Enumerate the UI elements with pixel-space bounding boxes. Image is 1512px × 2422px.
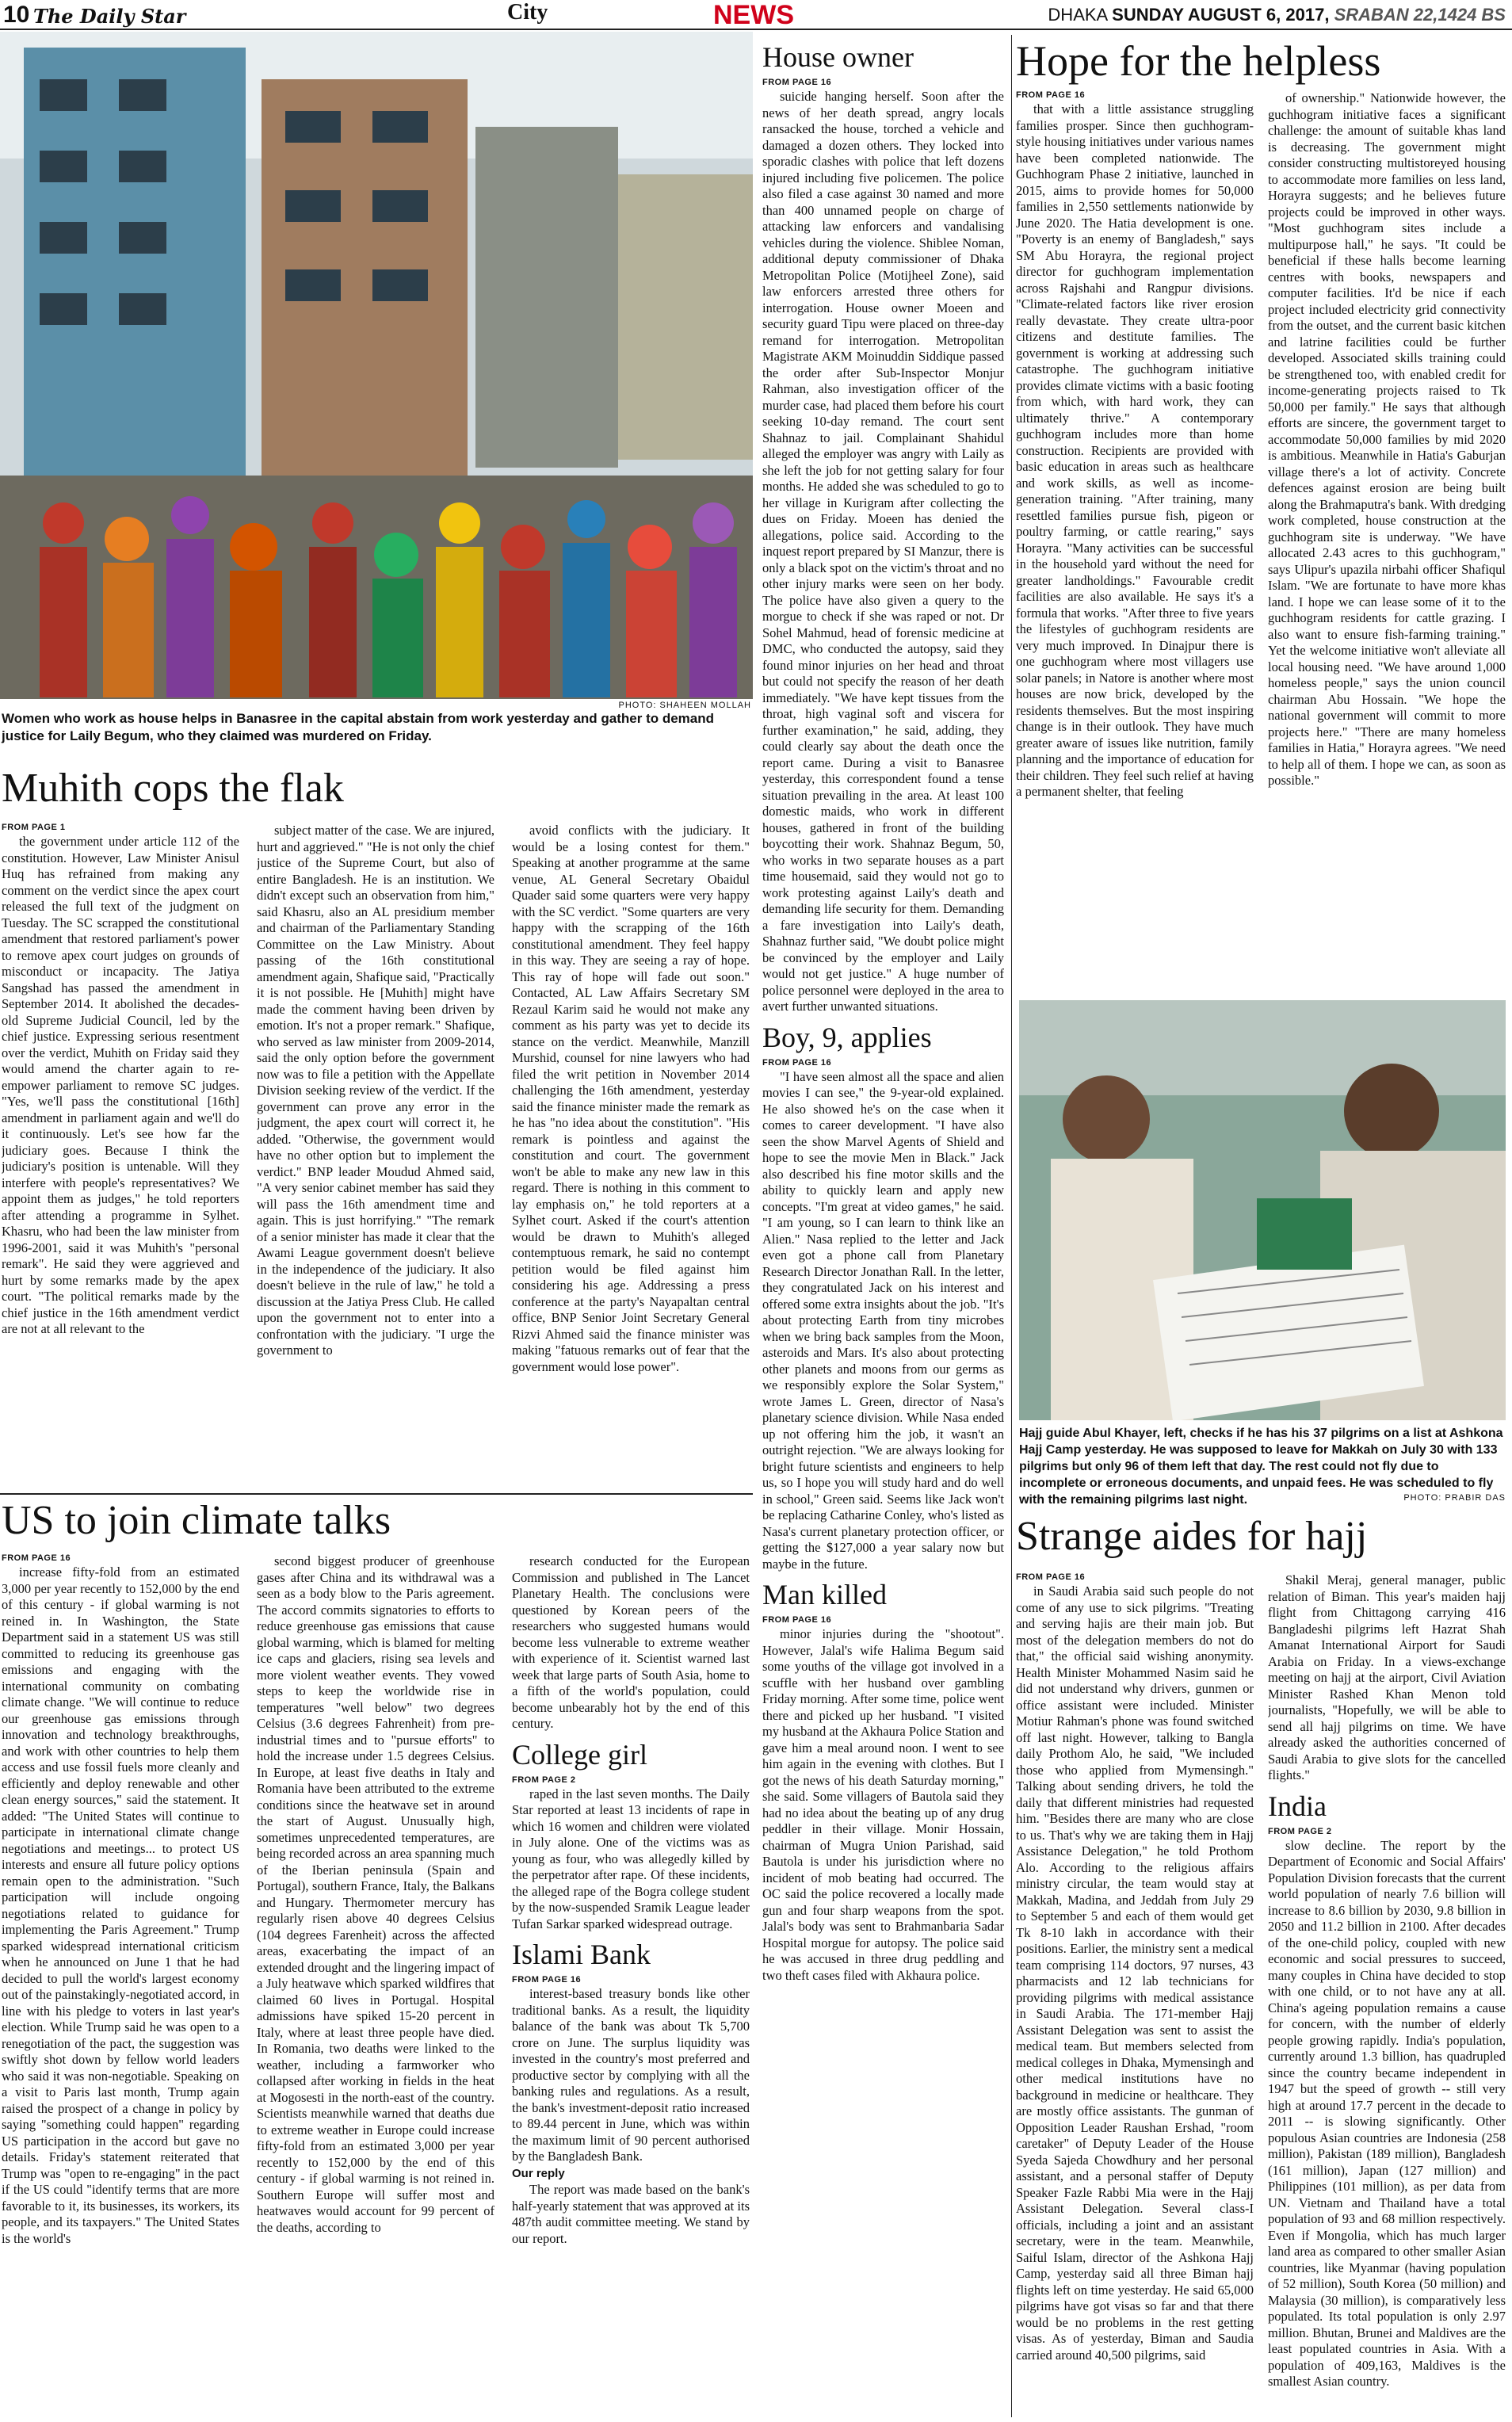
muhith-col-2: subject matter of the case. We are injured, hurt and aggrieved." "He is not only the chief justice of the Supreme Court, but also of entire Bangladesh. He is an institution. We didn't except such an observation from him," said Khasru, also an AL presidium member and chairman of the Parliamentary Standing Committee on the Law Ministry. About passing of the 16th constitutional amendment again, Shafique said, "Practically it is not possible. He [Muhith] might have made the comment having been driven by emotion. It's not a proper remark." Shafique, who served as law minister from 2009-2014, said the only option before the government now was to file a petition with the Appellate Division seeking review of the verdict. If the government can prove any error in the judgment, the apex court will correct it, he added. "Otherwise, the government would have no other option but to implement the verdict." BNP leader Moudud Ahmed said, "A very senior cabinet member has said they will pass the 16th amendment time and again. This is just horrifying." "The remark of a senior minister has made it clear that the Awami League government doesn't believe in the independence of the judiciary. It also doesn't believe in the rule of law," he told a discussion at the Jatiya Press Club. He called upon the government not to enter into a confrontation with the judiciary. "I urge the government to <box>257 823 494 1358</box>
dateline: DHAKA SUNDAY AUGUST 6, 2017, SRABAN 22,1424 BS <box>1048 5 1506 25</box>
protest-photo <box>0 32 753 699</box>
hajj-col-1: FROM PAGE 16 in Saudi Arabia said such people do not come of any use to sick pilgrims. "Treating and serving hajis are their main job. But most of the delegation members do not do that," the official said wishing anonymity. Health Minister Mohammed Nasim said he did not understand why drivers, gunmen or office assistant were included. Minister Motiur Rahman's phone was found switched off last night. However, talking to Bangla daily Prothom Alo, he said, "We included those who applied from Mymensingh." Talking about sending drivers, he told the daily that different ministries had requested him. "Besides there are many who are close to us. That's why we are taking them in Hajj Assistance Delegation," he told Prothom Alo. According to the religious affairs ministry circular, the team would stay at Makkah, Madina, and Jeddah from July 29 to September 5 and each of them would get Tk 8-10 lakh in accordance with their positions. Earlier, the ministry sent a medical team comprising 114 doctors, 97 nurses, 43 pharmacists and 12 lab technicians for providing pilgrims with medical assistance in Saudi Arabia. The 171-member Hajj Assistant Delegation was sent to assist the medical team. But members selected from medical colleges in Dhaka, Mymensingh and other medical institutions have no background in medicine or healthcare. They are mostly office assistants. The gunman of Opposition Leader Raushan Ershad, "room caretaker" of Deputy Leader of the House Syeda Sajeda Chowdhury and her personal assistant, and a personal staffer of Deputy Speaker Fazle Rabbi Mia were in the Hajj Assistant Delegation. Several class-I officials, including a joint and an assistant secretary, were in the team. Meanwhile, Saiful Islam, director of the Ashkona Hajj Camp, yesterday said all three Biman hajj flights left on time yesterday. He said 65,000 pilgrims have got visas so far and that there would be no problems in the rest getting visas. As of yesterday, Biman and Saudia carried around 40,500 pilgrims, said <box>1016 1572 1254 2363</box>
middle-column: House owner FROM PAGE 16 suicide hanging herself. Soon after the news of her death spread, angry locals ransacked the house, torched a vehicle and damaged a dozen others. They locked into sporadic clashes with police that left dozens injured including five policemen. The police also filed a case against 30 named and more than 400 unnamed people on charge of attacking law enforcers and vandalising vehicles during the violence. Shiblee Noman, additional deputy commissioner of Dhaka Metropolitan Police (Motijheel Zone), said law enforcers arrested three others for interrogation. House owner Moeen and security guard Tipu were placed on three-day remand for interrogation. Metropolitan Magistrate AKM Moinuddin Siddique passed the order after Sub-Inspector Monjur Rahman, also investigation officer of the murder case, had placed them before his court seeking 10-day remand. The court sent Shahnaz to jail. Complainant Shahidul alleged the employer was angry with Laily as she left the job for not getting salary for four months. He added she was scheduled to go to her village in Kurigram after collecting the dues on Friday. Moeen has denied the allegations, police said. According to the inquest report prepared by SI Manzur, there is only a black spot on the victim's throat and no other injury marks were seen on her body. The police have also given a query to the morgue to check if she was raped or not. Dr Sohel Mahmud, head of forensic medicine at DMC, who conducted the autopsy, said they found minor injuries on her head and throat but could not specify the reason of her death immediately. "We have kept tissues from the throat, high vaginal soft and viscera for further examination," he said, adding, they could clearly say about the death once the report came. During a visit to Banasree yesterday, this correspondent found a tense situation prevailing in the area. At least 100 domestic maids, who work in different houses, gathered in front of the building boycotting their work. Shahnaz Begum, 50, who works in two separate houses as a part time housemaid, said they would not go to work protesting against Laily's death and demanding life security for them. Demanding a fare investigation into Laily's death, Shahnaz further said, "We doubt police might be convinced by the employer and Laily would not get justice." A huge number of police personnel were deployed in the area to avert further unwanted situations. Boy, 9, applies FROM PAGE 16 "I have seen almost all the space and alien movies I can see," the 9-year-old explained. He also showed he's on the case when it comes to career development. "I have also seen the show Marvel Agents of Shield and hope to see the movie Men in Black." Jack also described his fine motor skills and the ability to quickly learn and apply new concepts. "I'm great at video games," he said. "I am young, so I can learn to think like an Alien." Nasa replied to the letter and Jack even got a phone call from Planetary Research Director Jonathan Rall. In the letter, they congratulated Jack on his interest and offered some extra insights about the job. "It's about protecting Earth from tiny microbes when we bring back samples from the Moon, asteroids and Mars. It's also about protecting other planets and moons from our germs as we responsibly explore the Solar System," wrote James L. Green, director of Nasa's planetary science division. While Nasa ended up not offering him the job, it wasn't an outright rejection. "We are always looking for bright future scientists and engineers to help us, so I hope you will study hard and do well in school," Green said. Seems like Jack won't be replacing Catharine Conley, who's listed as Nasa's current planetary protection officer, or getting the $127,000 a year salary now but maybe in the future. Man killed FROM PAGE 16 minor injuries during the "shootout". However, Jalal's wife Halima Begum said some youths of the village got involved in a scuffle with her husband over gambling Friday morning. After some time, police went there and picked up her husband. "I visited my husband at the Akhaura Police Station and gave him a meal around noon. I went to see him again in the evening with clothes. But I got the news of his death Saturday morning," she said. Some villagers of Bautola said they had no idea about the beating up of any drug peddler in their village. Monir Hossain, chairman of Mugra Union Parishad, said Bautola is under his jurisdiction where no incident of mob beating had occurred. The OC said the police recovered a locally made gun and four sharp weapons from the spot. Jalal's body was sent to Brahmanbaria Sadar Hospital morgue for autopsy. The police said he was accused in three drug peddling and two theft cases filed with Akhaura police. <box>762 41 1004 1983</box>
photo-caption: Women who work as house helps in Banasree in the capital abstain from work yesterday and gather to demand justice for Laily Begum, who they claimed was murdered on Friday. <box>2 711 715 743</box>
page-header <box>0 0 1512 30</box>
muhith-col-3: avoid conflicts with the judiciary. It would be a losing contest for them." Speaking at another programme at the same venue, AL General Secretary Obaidul Quader said some quarters were very happy with the SC verdict. "Some quarters are very happy with the scrapping of the 16th constitutional amendment. They feel happy in this way. They are seeing a ray of hope. This ray of hope will fade out soon." Contacted, AL Law Affairs Secretary SM Rezaul Karim said he would not make any comment as his party was yet to decide its stance on the verdict. Meanwhile, Manzill Murshid, counsel for nine lawyers who had filed the writ petition in November 2014 challenging the 16th amendment, yesterday said the finance minister made the remark as he has "no idea about the constitution". "His remark is pointless and against the constitution and court. The government won't be able to make any new law in this regard. There is nothing in this comment to lay emphasis on," he told reporters at a Sylhet court. Asked if the court's attention would be drawn to Muhith's alleged contemptuous remark, he said no contempt petition would be filed against him considering his age. Addressing a press conference at the party's Nayapaltan central office, BNP Senior Joint Secretary General Rizvi Ahmed said the finance minister was making "fatuous remarks out of fear that the government would lose power". <box>512 823 750 1374</box>
headline-climate: US to join climate talks <box>2 1498 391 1543</box>
photo-credit: PHOTO: SHAHEEN MOLLAH <box>618 701 751 710</box>
climate-col-2: second biggest producer of greenhouse gases after China and its withdrawal was a seen as a body blow to the Paris agreement. The accord commits signatories to efforts to reduce greenhouse gas emissions that cause global warming, which is blamed for melting ice caps and glaciers, rising sea levels and more violent weather events. They vowed steps to keep the worldwide rise in temperatures "well below" two degrees Celsius (3.6 degrees Fahrenheit) from pre-industrial times and to "pursue efforts" to hold the increase under 1.5 degrees Celsius. In Europe, at least five deaths in Italy and Romania have been attributed to the extreme conditions since the heatwave set in around the start of August. Unusually high, sometimes unprecedented temperatures, are being recorded across an area spanning much of the Iberian peninsula (Spain and Portugal), southern France, Italy, the Balkans and Hungary. Thermometer mercury has regularly risen above 40 degrees Celsius (104 degrees Farenheit) across the affected areas, exacerbating the impact of an extended drought and the lingering impact of a July heatwave which sparked wildfires that claimed 60 lives in Portugal. Hospital admissions have spiked 15-20 percent in Italy, where at least three people have died. In Romania, two deaths were linked to the weather, including a farmworker who collapsed after working in fields in the heat at Mogosesti in the north-east of the country. Scientists meanwhile warned that deaths due to extreme weather in Europe could increase fifty-fold from an estimated 3,000 per year recently to 152,000 by the end of this century - if global warming is not reined in. Southern Europe will suffer most and heatwaves would account for 99 percent of the deaths, according to <box>257 1553 494 2235</box>
muhith-col-1: FROM PAGE 1 the government under article 112 of the constitution. However, Law Minister Anisul Huq has refrained from making any comment on the verdict since the apex court released the full text of the judgment on Tuesday. The SC scrapped the constitutional amendment that restored parliament's power to remove apex court judges on grounds of misconduct or incapacity. The Jatiya Sangshad has passed the amendment in September 2014. It abolished the decades-old Supreme Judicial Council, led by the chief justice. Expressing serious resentment over the verdict, Muhith on Friday said they would amend the charter again to re-empower parliament to remove SC judges. "Yes, we'll pass the constitutional [16th] amendment in parliament again and we'll do it continuously. Let's see how far the judiciary goes. Because I think the judiciary's position is untenable. Will they interfere with people's representatives? We appoint them as judges," he told reporters after attending a programme in Sylhet. Khasru, who had been the law minister from 1996-2001, said it was Muhith's "personal remark". He said they were aggrieved and hurt by some remarks made by the apex court. "The political remarks made by the chief justice in the 16th amendment verdict are not at all relevant to the <box>2 823 239 1336</box>
headline-college: College girl <box>512 1738 647 1771</box>
headline-hajj: Strange aides for hajj <box>1016 1514 1368 1559</box>
headline-india: India <box>1268 1790 1327 1822</box>
hope-col-1: FROM PAGE 16 that with a little assistance struggling families prosper. Since then guchhogram-style housing initiatives under various names have been completed nationwide. The Guchhogram Phase 2 initiative, launched in 2015, aims to provide homes for 50,000 families in 2,550 settlements nationwide by June 2020. The Hatia development is one. "Poverty is an enemy of Bangladesh," says SM Abu Horayra, the regional project director for guchhogram implementation across Rajshahi and Rangpur divisions. "Climate-related factors like river erosion really devastate. They create ultra-poor citizens and destitute families. The government is working at addressing such catastrophe. The guchhogram initiative provides climate victims with a basic footing from which, with hard work, they can ultimately thrive." A contemporary guchhogram includes more than home construction. Recipients are provided with basic education in areas such as healthcare and work skills, as well as income-generation training. "After training, many resettled families pursue fish, pigeon or poultry farming, or cattle rearing," says Horayra. "Many activities can be successful in the household yard without the need for greater landholdings." Favourable credit facilities are also available. He says it's a formula that works. "After three to five years the lifestyles of guchhogram residents are very much improved. In Dinajpur there is one guchhogram where most villagers use solar panels; in Natore is another where most houses are now brick, developed by the residents themselves. But the most inspiring change is in their outlook. They have much greater aware of issues like nutrition, family planning and the importance of education for their children. They feel such relief at having a permanent shelter, that feeling <box>1016 90 1254 799</box>
headline-hope: Hope for the helpless <box>1016 37 1381 85</box>
news-label: NEWS <box>713 0 794 30</box>
hope-col-2: of ownership." Nationwide however, the guchhogram initiative faces a significant challenge: the amount of suitable khas land is decreasing. The government might consider constructing multistoreyed housing to accommodate more families on less land, Horayra suggests; and he believes future projects could be improved in other ways. "Most guchhogram sites include a multipurpose hall," he says. "It could be beneficial if these halls become learning centres with books, newspapers and computer facilities. It'd be nice if each project included electricity grid connectivity from the outset, and the current basic kitchen and latrine facilities could be further developed. Associated skills training could be strengthened too, with enabled credit for income-generating projects raised to Tk 50,000 per family." He says that although efforts are sincere, the government target to accommodate 50,000 families by mid 2020 is ambitious. Meanwhile in Hatia's Gaburjan village there's a lot of activity. Concrete defences against erosion are being built along the Brahmaputra's bank. With dredging work completed, house construction at the guchhogram site is underway. "We have allocated 2.43 acres to this guchhogram," says Ulipur's upazila nirbahi officer Shafiqul Islam. "We are fortunate to have more khas land. I hope we can lease some of it to the guchhogram residents for cattle grazing. I also want to ensure fish-farming training." Yet the welcome initiative won't alleviate all local housing need. "We have around 1,000 homeless people," says the union council chairman Abu Hossain. "We hope the national government will commit to more projects here." "There are many homeless families in Hatia," Horayra agrees. "We need to help all of them. I hope we can, as soon as possible." <box>1268 90 1506 788</box>
headline-boy: Boy, 9, applies <box>762 1021 932 1053</box>
photo-credit: PHOTO: PRABIR DAS <box>1403 1493 1506 1503</box>
hajj-col-2: Shakil Meraj, general manager, public relation of Biman. This year's maiden hajj flight from Chittagong carrying 416 Bangladeshi pilgrims left Hazrat Shah Amanat International Airport for Saudi Arabia on Friday. In a views-exchange meeting on hajj at the airport, Civil Aviation Minister Rashed Khan Menon told journalists, "Hopefully, we will be able to send all hajj pilgrims on time. We have already asked the authorities concerned of Saudi Arabia to give slots for the cancelled flights." India FROM PAGE 2 slow decline. The report by the Department of Economic and Social Affairs' Population Division forecasts that the current world population of nearly 7.6 billion will increase to 8.6 billion by 2030, 9.8 billion in 2050 and 11.2 billion in 2100. After decades of the one-child policy, coupled with new economic and social pressures to succeed, many couples in China have decided to stop with one child, or to not have any at all. China's ageing population remains a cause for concern, with the number of elderly people growing rapidly. India's population, currently around 1.3 billion, has quadrupled since the country became independent in 1947 but the speed of growth -- still very high at around 17.7 percent in the decade to 2011 -- is slowing significantly. Other populous Asian countries are Indonesia (258 million), Pakistan (189 million), Bangladesh (161 million), Japan (127 million) and Philippines (101 million), as per data from UN. Vietnam and Thailand have a total population of 93 and 68 million respectively. Even if Mongolia, which has much larger land area as compared to other smaller Asian countries, like Myanmar (having population of 52 million), South Korea (50 million) and Malaysia (30 million), is comparatively less populated. Its total population is only 2.97 million. Bhutan, Brunei and Maldives are the least populated countries in Asia. With a population of 409,163, Maldives is the smallest Asian country. <box>1268 1572 1506 2389</box>
hajj-photo <box>1019 1000 1506 1420</box>
climate-col-1: FROM PAGE 16 increase fifty-fold from an estimated 3,000 per year recently to 152,000 by the end of this century - if global warming is not reined in. In Washington, the State Department said in a statement US was still committed to reducing its greenhouse gas emissions and engaging with the international community on combating climate change. "We will continue to reduce our greenhouse gas emissions through innovation and technology breakthroughs, and work with other countries to help them access and use fossil fuels more cleanly and efficiently and deploy renewable and other clean energy sources," said the statement. It added: "The United States will continue to participate in international climate change negotiations and meetings... to protect US interests and ensure all future policy options remain open to the administration. "Such participation will include ongoing negotiations related to guidance for implementing the Paris Agreement." Trump sparked widespread international criticism when he announced on June 1 that he had decided to pull the world's largest economy out of the painstakingly-negotiated accord, in line with his pledge to voters in last year's election. While Trump said he was open to a renegotiation of the pact, the suggestion was swiftly shot down by fellow world leaders who said it was non-negotiable. Speaking on a visit to Paris last month, Trump again raised the prospect of a change in policy by saying "something could happen" regarding US participation in the accord but gave no details. Friday's statement reiterated that Trump was "open to re-engaging" in the pact if the US could "identify terms that are more favorable to it, its businesses, its workers, its people, and its taxpayers." The United States is the world's <box>2 1553 239 2246</box>
masthead-logo: The Daily Star <box>33 5 186 28</box>
climate-col-3: research conducted for the European Commission and published in The Lancet Planetary Health. The conclusions were questioned by Korean peers of the researchers who suggested humans would become less vulnerable to extreme weather with experience of it. Scientist warned last week that large parts of South Asia, home to a fifth of the world's population, could become unbearably hot by the end of this century. College girl FROM PAGE 2 raped in the last seven months. The Daily Star reported at least 13 incidents of rape in which 16 women and children were violated in July alone. One of the victims was as young as four, who was allegedly killed by the perpetrator after rape. Of these incidents, the alleged rape of the Bogra college student by the now-suspended Sramik League leader Tufan Sarkar sparked widespread outrage. Islami Bank FROM PAGE 16 interest-based treasury bonds like other traditional banks. As a result, the liquidity balance of the bank was about Tk 5,700 crore on June. The surplus liquidity was invested in the country's most preferred and productive sector by complying with all the banking rules and regulations. As a result, the bank's investment-deposit ratio increased to 89.44 percent in June, which was within the maximum limit of 90 percent authorised by the Bangladesh Bank. Our reply The report was made based on the bank's half-yearly statement that was approved at its 487th audit committee meeting. We stand by our report. <box>512 1553 750 2246</box>
headline-man: Man killed <box>762 1579 887 1610</box>
headline-muhith: Muhith cops the flak <box>2 766 344 811</box>
headline-house: House owner <box>762 41 914 73</box>
page-number: 10 <box>3 2 30 28</box>
hajj-photo-caption: Hajj guide Abul Khayer, left, checks if he has his 37 pilgrims on a list at Ashkona Hajj Camp yesterday. He was supposed to leave for Makkah on July 30 with 133 pilgrims but only 96 of them left that day. The rest could not fly due to incomplete or erroneous documents, and unpaid fees. He was scheduled to fly with the remaining pilgrims last night. <box>1019 1427 1503 1507</box>
headline-islami: Islami Bank <box>512 1939 651 1970</box>
divider <box>0 1493 753 1495</box>
section-label: City <box>507 0 548 25</box>
divider <box>1011 35 1012 2417</box>
